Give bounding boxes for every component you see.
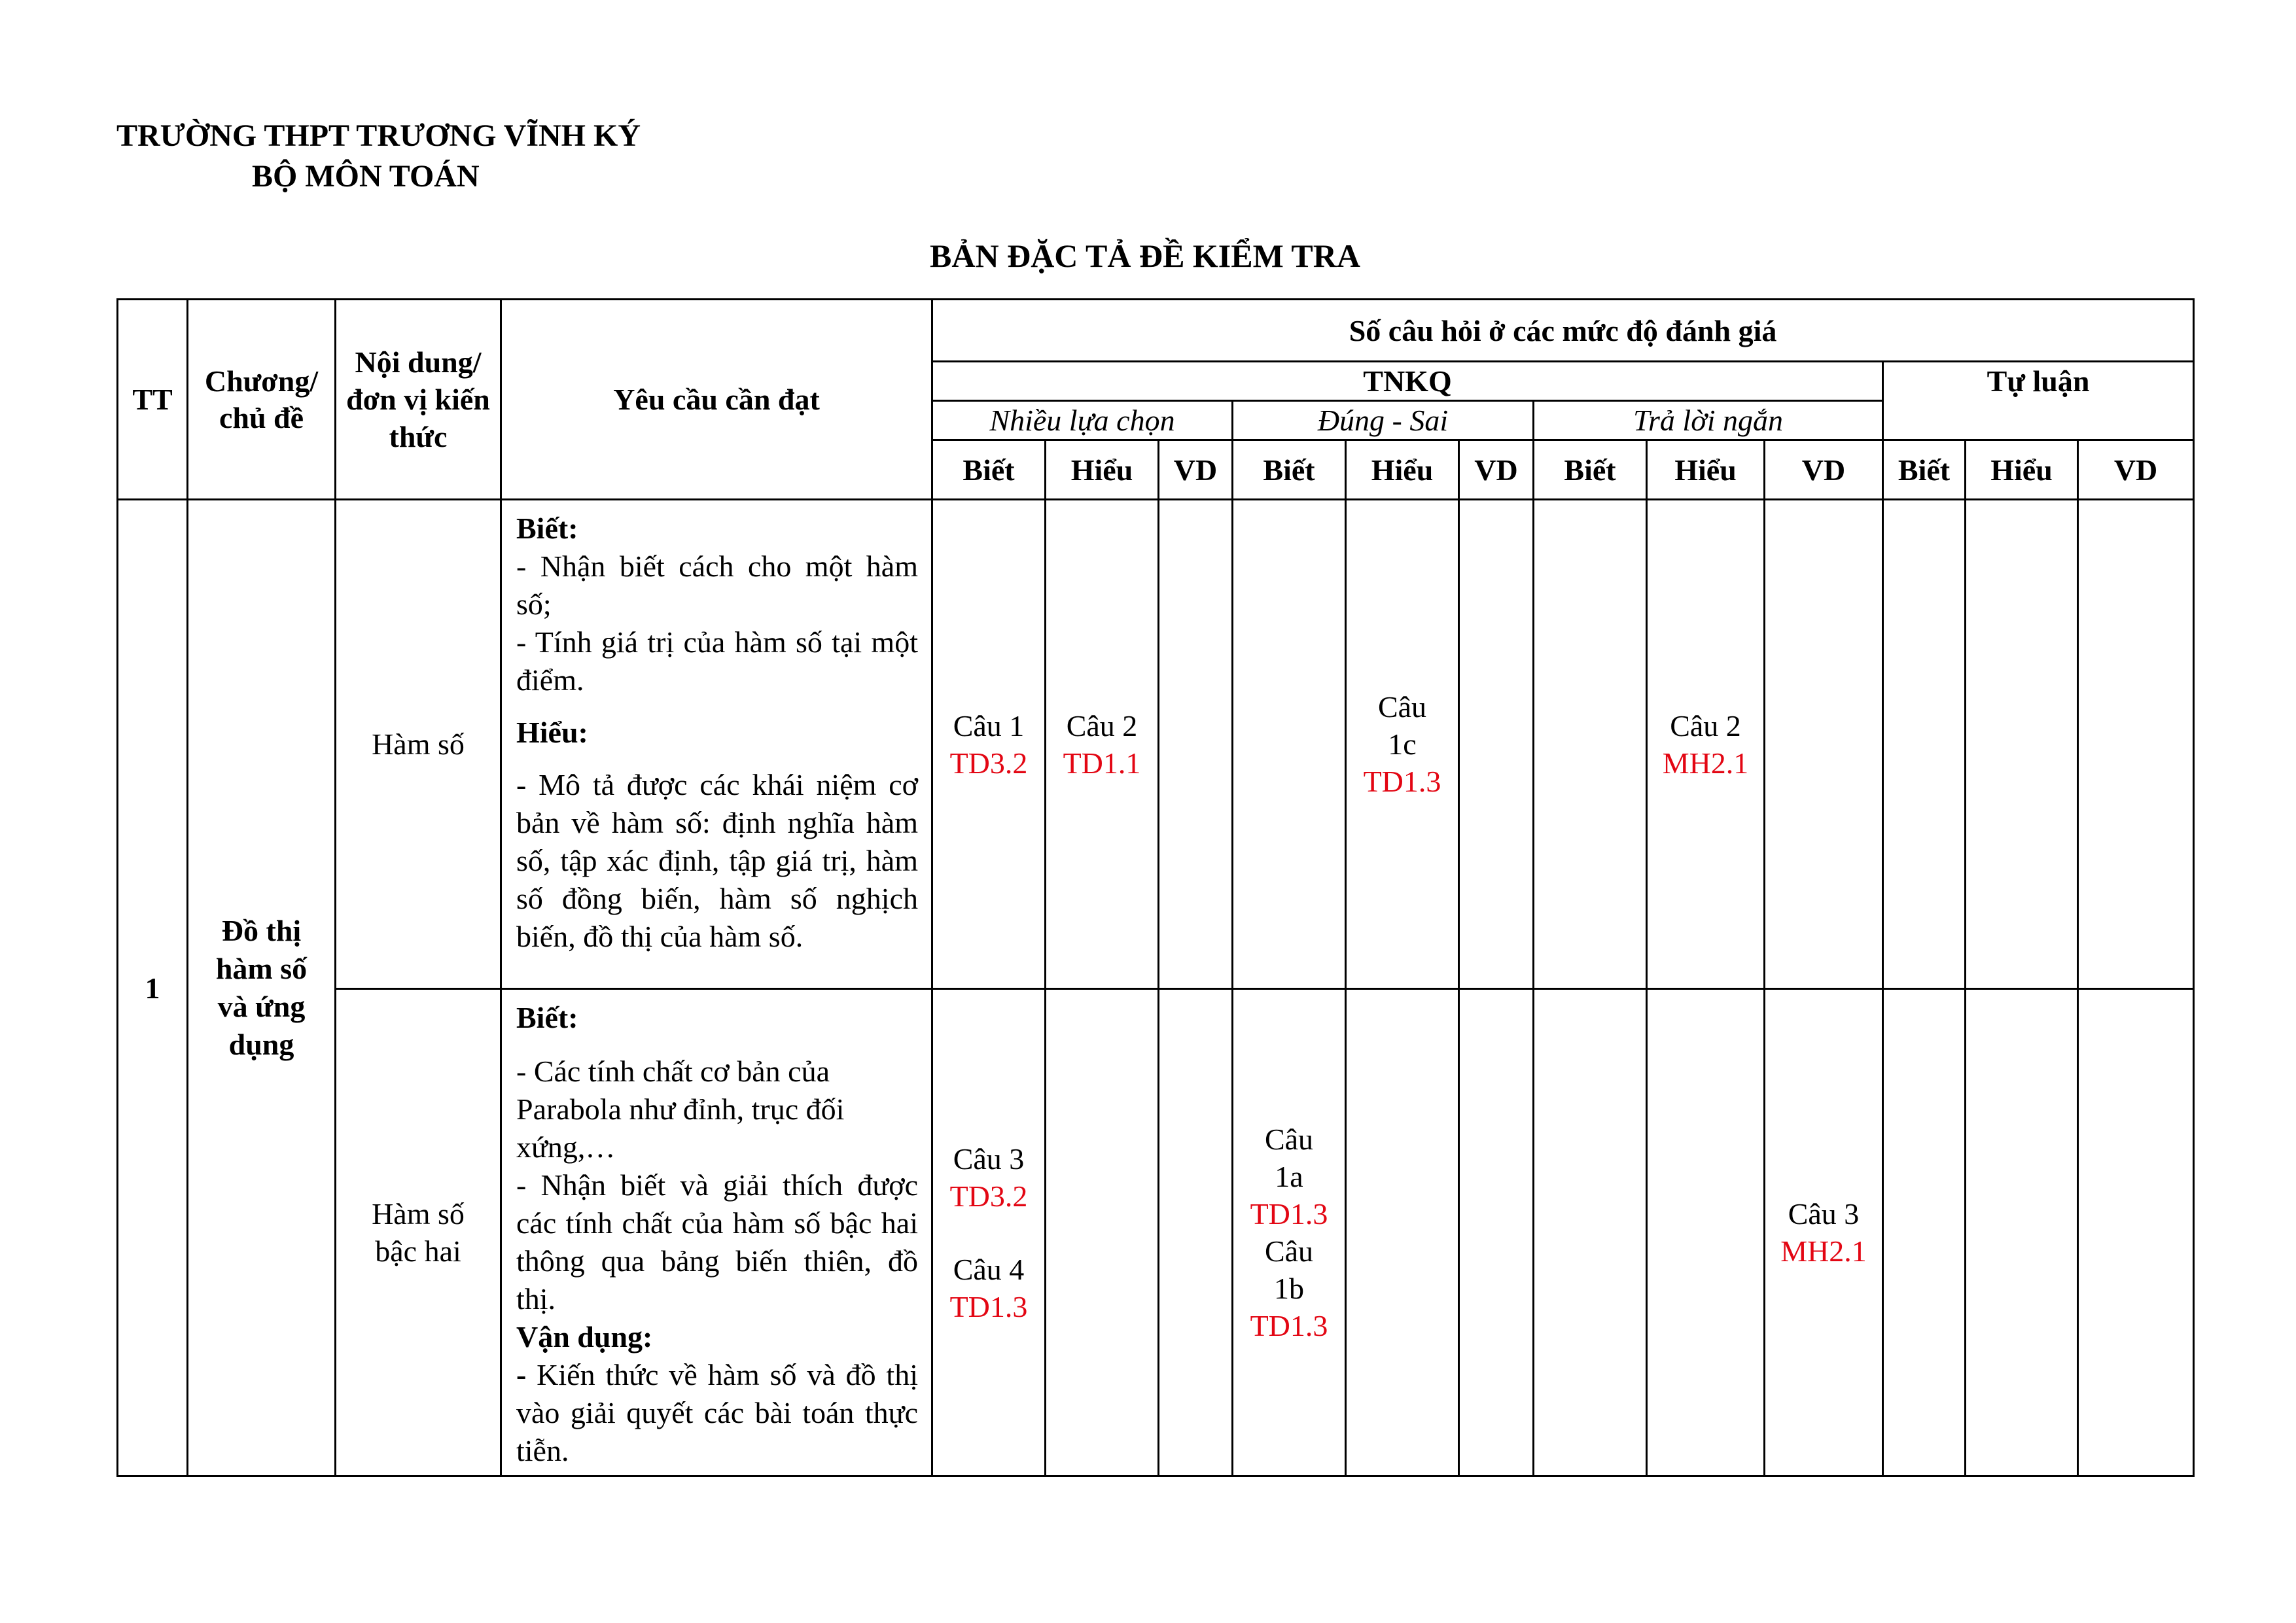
- col-header-true-false: Đúng - Sai: [1233, 401, 1534, 440]
- col-sa-apply: VD: [1765, 440, 1883, 500]
- question-code: TD1.3: [1250, 1309, 1328, 1342]
- row-tt: 1: [118, 500, 188, 1476]
- col-sa-know: Biết: [1534, 440, 1647, 500]
- cell-essay-know: [1883, 989, 1966, 1476]
- row-chapter: Đồ thị hàm số và ứng dụng: [188, 500, 336, 1476]
- col-essay-apply: VD: [2078, 440, 2194, 500]
- req-label-know: Biết:: [516, 512, 578, 545]
- cell-mc-understand: [1046, 989, 1159, 1476]
- col-essay-understand: Hiểu: [1966, 440, 2078, 500]
- col-header-essay: Tự luận: [1883, 362, 2194, 440]
- col-mc-know: Biết: [932, 440, 1046, 500]
- question-number: Câu 3: [1788, 1197, 1860, 1230]
- question-code: TD1.3: [1250, 1197, 1328, 1230]
- row-requirement: [501, 500, 932, 989]
- question-number: Câu: [1264, 1123, 1314, 1156]
- req-label-know: Biết:: [516, 1001, 578, 1034]
- department-name: BỘ MÔN TOÁN: [252, 159, 480, 194]
- row-content: Hàm số bậc hai: [336, 989, 501, 1476]
- req-line: [516, 1356, 918, 1470]
- cell-essay-apply: [2078, 500, 2194, 989]
- cell-sa-know: [1534, 500, 1647, 989]
- cell-essay-understand: [1966, 500, 2078, 989]
- cell-essay-understand: [1966, 989, 2078, 1476]
- cell-essay-know: [1883, 500, 1966, 989]
- col-tf-know: Biết: [1233, 440, 1346, 500]
- question-code: TD3.2: [949, 1179, 1028, 1213]
- req-line: - Mô tả được các khái niệm cơ bản về hàm số: định nghĩa hàm số, tập xác định, tập giá trị, hàm số đồng biến, hàm số nghịch biến, đồ thị của hàm số.: [516, 768, 918, 953]
- cell-mc-apply: [1159, 989, 1233, 1476]
- col-header-short-answer: Trả lời ngắn: [1534, 401, 1883, 440]
- col-header-tnkq: TNKQ: [932, 362, 1883, 401]
- question-code: TD1.3: [949, 1289, 1028, 1323]
- question-number-suffix: 1b: [1274, 1272, 1304, 1305]
- cell-sa-apply: [1765, 500, 1883, 989]
- question-number-suffix: 1a: [1275, 1160, 1303, 1193]
- cell-essay-apply: [2078, 989, 2194, 1476]
- question-number: Câu 2: [1670, 708, 1741, 742]
- cell-sa-understand: [1647, 989, 1765, 1476]
- cell-tf-know: [1233, 500, 1346, 989]
- cell-mc-understand: [1046, 500, 1159, 989]
- question-number: Câu 4: [953, 1252, 1025, 1286]
- question-number-suffix: 1c: [1388, 727, 1417, 761]
- col-tf-apply: VD: [1459, 440, 1534, 500]
- col-header-tt: TT: [118, 300, 188, 500]
- question-number: Câu: [1377, 690, 1427, 724]
- req-label-understand: Hiểu:: [516, 716, 588, 749]
- cell-tf-know: [1233, 989, 1346, 1476]
- specification-table: [116, 298, 2195, 1477]
- cell-tf-understand: [1346, 989, 1459, 1476]
- question-number: Câu 1: [953, 708, 1025, 742]
- question-number: Câu 2: [1066, 708, 1138, 742]
- req-dash: -: [516, 1358, 527, 1391]
- col-mc-apply: VD: [1159, 440, 1233, 500]
- row-content: Hàm số: [336, 500, 501, 989]
- document-title: BẢN ĐẶC TẢ ĐỀ KIỂM TRA: [930, 237, 1360, 274]
- col-header-multiple-choice: Nhiều lựa chọn: [932, 401, 1233, 440]
- cell-tf-apply: [1459, 500, 1534, 989]
- col-header-content: Nội dung/đơn vị kiến thức: [336, 300, 501, 500]
- col-header-requirement: Yêu cầu cần đạt: [501, 300, 932, 500]
- question-number: Câu 3: [953, 1142, 1025, 1176]
- col-mc-understand: Hiểu: [1046, 440, 1159, 500]
- req-line: - Các tính chất cơ bản của Parabola như đỉnh, trục đối xứng,…: [516, 1055, 845, 1164]
- table-row: [118, 989, 2194, 1476]
- question-code: MH2.1: [1662, 746, 1749, 780]
- cell-tf-apply: [1459, 989, 1534, 1476]
- cell-mc-apply: [1159, 500, 1233, 989]
- req-label-apply: Vận dụng:: [516, 1320, 653, 1353]
- question-code: TD3.2: [949, 746, 1028, 780]
- req-line-text: Kiến thức về hàm số và đồ thị vào giải quyết các bài toán thực tiễn.: [516, 1358, 918, 1467]
- cell-sa-know: [1534, 989, 1647, 1476]
- cell-sa-apply: [1765, 989, 1883, 1476]
- question-code: TD1.3: [1363, 765, 1441, 798]
- school-name: TRƯỜNG THPT TRƯƠNG VĨNH KÝ: [116, 118, 641, 153]
- question-number: Câu: [1264, 1234, 1314, 1268]
- cell-tf-understand: [1346, 500, 1459, 989]
- cell-sa-understand: [1647, 500, 1765, 989]
- col-header-chapter: Chương/ chủ đề: [188, 300, 336, 500]
- table-row: [118, 500, 2194, 989]
- col-tf-understand: Hiểu: [1346, 440, 1459, 500]
- cell-mc-know: [932, 989, 1046, 1476]
- req-line: - Tính giá trị của hàm số tại một điểm.: [516, 625, 918, 697]
- col-essay-know: Biết: [1883, 440, 1966, 500]
- header-row-1: [118, 300, 2194, 362]
- req-line: - Nhận biết và giải thích được các tính chất của hàm số bậc hai thông qua bảng biến thiên, đồ thị.: [516, 1168, 918, 1316]
- col-sa-understand: Hiểu: [1647, 440, 1765, 500]
- col-header-levels: Số câu hỏi ở các mức độ đánh giá: [932, 300, 2194, 362]
- req-line: - Nhận biết cách cho một hàm số;: [516, 550, 918, 621]
- row-requirement: [501, 989, 932, 1476]
- cell-mc-know: [932, 500, 1046, 989]
- question-code: MH2.1: [1780, 1234, 1867, 1268]
- question-code: TD1.1: [1063, 746, 1141, 780]
